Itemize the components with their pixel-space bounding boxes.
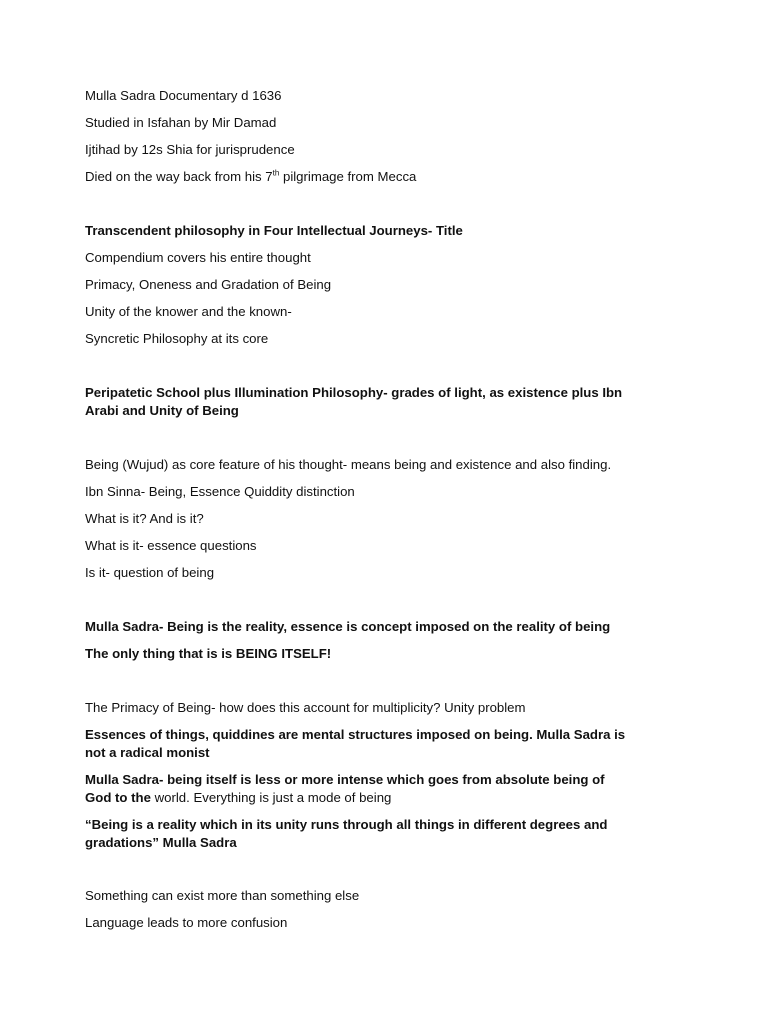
section-heading-transcendent: Transcendent philosophy in Four Intellectual Journeys- Title <box>85 223 463 238</box>
list-item: Ibn Sinna- Being, Essence Quiddity distinction <box>85 484 355 499</box>
death-line-start: Died on the way back from his 7 <box>85 169 273 184</box>
primacy-of-being-line: The Primacy of Being- how does this account for multiplicity? Unity problem <box>85 700 526 715</box>
list-item: Something can exist more than something else <box>85 888 360 903</box>
list-item: What is it? And is it? <box>85 511 204 526</box>
reality-statement: Mulla Sadra- Being is the reality, essence is concept imposed on the reality of being <box>85 619 611 634</box>
list-item: Being (Wujud) as core feature of his thought- means being and existence and also finding. <box>85 457 612 472</box>
essences-statement: Essences of things, quiddines are mental structures imposed on being. Mulla Sadra is not a radical monist <box>85 727 626 760</box>
list-item: Syncretic Philosophy at its core <box>85 331 269 346</box>
intensity-statement <box>85 771 630 807</box>
being-itself-statement: The only thing that is is BEING ITSELF! <box>85 646 332 661</box>
list-item: What is it- essence questions <box>85 538 257 553</box>
ordinal-suffix: th <box>272 168 280 178</box>
intro-ijtihad-line: Ijtihad by 12s Shia for jurisprudence <box>85 142 295 157</box>
list-item: Is it- question of being <box>85 565 215 580</box>
death-line-end: pilgrimage from Mecca <box>279 169 417 184</box>
intro-title-line: Mulla Sadra Documentary d 1636 <box>85 88 282 103</box>
list-item: Primacy, Oneness and Gradation of Being <box>85 277 332 292</box>
list-item: Unity of the knower and the known- <box>85 304 292 319</box>
intro-death-line <box>85 168 630 186</box>
intensity-regular-part: world. Everything is just a mode of being <box>150 790 392 805</box>
list-item: Compendium covers his entire thought <box>85 250 311 265</box>
list-item: Language leads to more confusion <box>85 915 288 930</box>
intro-study-line: Studied in Isfahan by Mir Damad <box>85 115 277 130</box>
section-heading-peripatetic: Peripatetic School plus Illumination Philosophy- grades of light, as existence plus Ibn Arabi and Unity of Being <box>85 385 623 418</box>
sadra-quote: “Being is a reality which in its unity runs through all things in different degrees and gradations” Mulla Sadra <box>85 817 608 850</box>
intensity-bold-part: Mulla Sadra- being itself is less or more intense which goes from absolute being of God to the <box>85 772 605 805</box>
